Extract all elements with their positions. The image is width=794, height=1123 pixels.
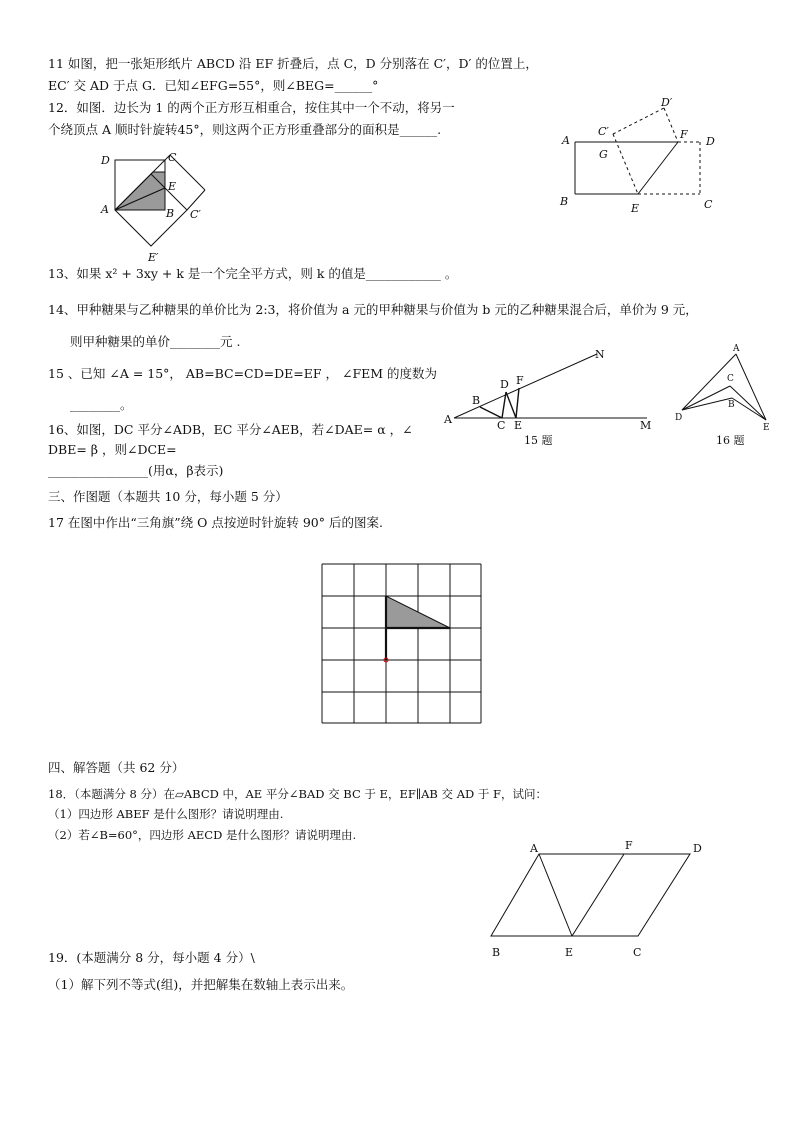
fig15-label-m: M [640, 419, 652, 432]
fig18-label-b: B [492, 946, 501, 959]
q19-line1: 19．(本题满分 8 分，每小题 4 分）\ [48, 950, 255, 965]
fig16-angle-bisectors [670, 340, 780, 452]
fig15-label-a: A [444, 413, 452, 426]
fig15-label-d: D [500, 378, 509, 391]
fig11-label-c: C [704, 198, 713, 211]
fig18-label-c: C [633, 946, 642, 959]
q18-line2: （1）四边形 ABEF 是什么图形？请说明理由. [48, 807, 284, 821]
fig12-label-c-prime: C′ [190, 208, 201, 221]
fig11-label-a: A [562, 134, 570, 147]
fig11-label-d-prime: D′ [661, 96, 673, 109]
fig12-label-d: D [101, 154, 110, 167]
fig15-label-b: B [472, 394, 481, 407]
q12-line2: 个绕顶点 A 顺时针旋转45°，则这两个正方形重叠部分的面积是______. [48, 122, 442, 137]
fig16-label-b: B [728, 400, 735, 410]
fig12-label-e: E [168, 180, 177, 193]
q13-text: 13、如果 x² + 3xy + k 是一个完全平方式，则 k 的值是____________ 。 [48, 266, 458, 281]
fig15-label-e: E [514, 419, 523, 432]
fig17-grid [321, 563, 483, 725]
fig16-label-d: D [675, 413, 683, 423]
q19-line2: （1）解下列不等式(组)，并把解集在数轴上表示出来。 [48, 977, 354, 992]
fig18-label-a: A [530, 842, 538, 855]
q18-line1: 18．（本题满分 8 分）在▱ABCD 中，AE 平分∠BAD 交 BC 于 E，EF∥AB 交 AD 于 F，试问： [48, 787, 548, 801]
fig11-label-e: E [631, 202, 640, 215]
q17-text: 17 在图中作出“三角旗”绕 O 点按逆时针旋转 90° 后的图案. [48, 515, 383, 530]
q15-line2: ________。 [70, 397, 133, 412]
q16-line2: DBE= β ，则∠DCE= [48, 442, 177, 457]
fig11-label-b: B [560, 195, 569, 208]
fig11-label-c-prime: C′ [598, 125, 609, 138]
fig12-label-b: B [166, 207, 175, 220]
q18-line3: （2）若∠B=60°，四边形 AECD 是什么图形？请说明理由. [48, 828, 357, 842]
fig16-label-c: C [727, 374, 734, 384]
q11-line2: EC′ 交 AD 于点 G．已知∠EFG=55°，则∠BEG=______° [48, 78, 379, 93]
fig11-folded-rectangle [548, 92, 738, 217]
q14-line1: 14、甲种糖果与乙种糖果的单价比为 2:3，将价值为 a 元的甲种糖果与价值为 b 元的乙种糖果混合后，单价为 9 元， [48, 302, 698, 317]
fig15-label-n: N [595, 348, 605, 361]
fig11-label-d: D [706, 135, 715, 148]
q15-line1: 15 、已知 ∠A = 15°， AB=BC=CD=DE=EF ， ∠FEM 的度数为 [48, 366, 438, 381]
fig12-rotated-squares [90, 148, 220, 268]
q11-line1: 11 如图，把一张矩形纸片 ABCD 沿 EF 折叠后，点 C，D 分别落在 C′，D′ 的位置上， [48, 56, 538, 71]
q14-line2: 则甲种糖果的单价________元 . [70, 334, 241, 349]
fig18-label-e: E [565, 946, 574, 959]
q16-line1: 16、如图，DC 平分∠ADB，EC 平分∠AEB，若∠DAE= α ，∠ [48, 422, 413, 437]
q12-line1: 12．如图．边长为 1 的两个正方形互相重合，按住其中一个不动，将另一 [48, 100, 455, 115]
section3-title: 三、作图题（本题共 10 分，每小题 5 分） [48, 489, 288, 504]
fig11-label-f: F [680, 128, 688, 141]
fig18-parallelogram [484, 836, 714, 966]
fig12-label-a: A [101, 203, 109, 216]
fig15-caption: 15 题 [524, 434, 553, 447]
fig16-label-e: E [763, 423, 770, 433]
fig18-label-f: F [625, 839, 633, 852]
fig11-label-g: G [599, 148, 608, 161]
q16-line3: ________________(用α，β表示) [48, 463, 224, 478]
fig15-label-f: F [516, 374, 524, 387]
fig12-label-e-prime: E′ [148, 251, 159, 264]
fig12-label-c: C [168, 151, 177, 164]
fig16-caption: 16 题 [716, 434, 745, 447]
section4-title: 四、解答题（共 62 分） [48, 760, 185, 775]
fig16-label-a: A [733, 344, 740, 354]
fig15-zigzag-angle [442, 346, 662, 448]
fig15-label-c: C [497, 419, 506, 432]
fig18-label-d: D [693, 842, 702, 855]
